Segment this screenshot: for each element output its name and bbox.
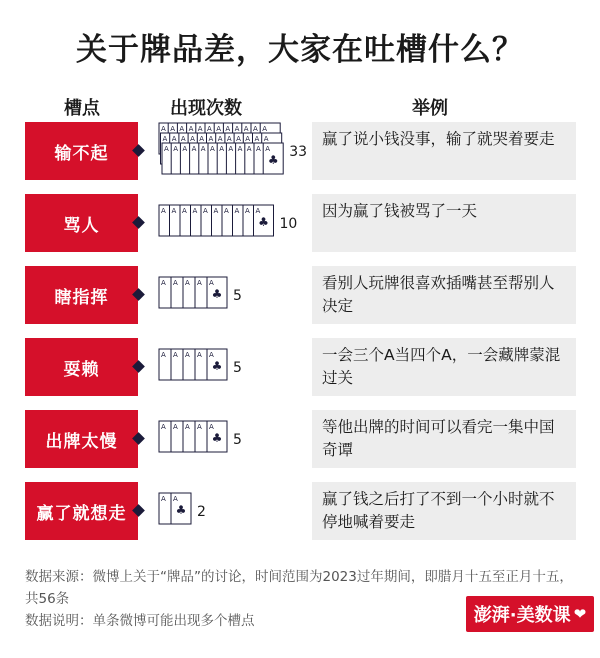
svg-text:A: A [182,207,187,215]
svg-text:A: A [253,125,258,133]
svg-text:A: A [161,207,166,215]
club-suit-icon: ♣ [258,215,269,229]
svg-text:A: A [256,145,261,153]
svg-text:A: A [203,207,208,215]
svg-text:A: A [161,423,166,431]
svg-text:A: A [197,351,202,359]
brand-logo [466,596,594,632]
table-row [0,122,600,182]
table-row [0,338,600,398]
svg-text:A: A [161,279,166,287]
svg-text:A: A [262,125,267,133]
table-row [0,410,600,470]
example-text: 因为赢了钱被骂了一天 [312,194,576,252]
count-value: 10 [279,216,298,232]
count-value: 5 [233,360,242,376]
svg-text:A: A [162,135,168,143]
example-text: 赢了说小钱没事，输了就哭着要走 [312,122,576,180]
category-label: 瞎指挥 [25,266,138,324]
svg-text:A: A [209,351,214,359]
svg-text:A: A [182,145,188,153]
svg-text:A: A [171,207,177,215]
count-value: 2 [197,504,206,520]
svg-text:A: A [226,135,232,143]
svg-text:A: A [192,207,198,215]
page-title: 关于牌品差，大家在吐槽什么？ [76,32,524,68]
svg-text:A: A [225,125,231,133]
svg-text:A: A [245,207,250,215]
svg-text:A: A [179,125,185,133]
count-value: 5 [233,288,242,304]
table-row [0,482,600,542]
logo-text: 澎湃·美数课 [473,605,571,626]
svg-text:A: A [171,135,177,143]
club-suit-icon: ♣ [211,431,223,445]
svg-text:A: A [191,145,197,153]
svg-text:A: A [197,125,203,133]
club-suit-icon: ♣ [267,153,279,167]
svg-text:A: A [219,145,224,153]
data-source-note: 数据来源：微博上关于“牌品”的讨论，时间范围为2023过年期间，即腊月十五至正月十五，共56条 [25,569,573,607]
svg-text:A: A [161,125,166,133]
svg-text:A: A [170,125,175,133]
example-text: 一会三个A当四个A，一会藏牌蒙混过关 [312,338,576,396]
category-label: 赢了就想走 [25,482,138,540]
svg-text:A: A [173,351,178,359]
svg-text:A: A [161,351,166,359]
svg-text:A: A [209,279,214,287]
svg-text:A: A [224,207,229,215]
svg-text:A: A [228,145,234,153]
category-label: 骂人 [25,194,138,252]
svg-text:A: A [210,145,215,153]
header-example: 举例 [412,98,448,119]
club-suit-icon: ♣ [211,359,223,373]
svg-text:A: A [173,423,178,431]
card-stack [158,122,308,184]
svg-text:A: A [185,423,190,431]
svg-text:A: A [237,145,243,153]
example-text: 赢了钱之后打了不到一个小时就不停地喊着要走 [312,482,576,540]
svg-text:A: A [263,135,269,143]
svg-text:A: A [217,135,223,143]
count-value: 5 [233,432,242,448]
svg-text:A: A [245,135,251,143]
svg-text:A: A [188,125,194,133]
club-suit-icon: ♣ [211,287,223,301]
svg-text:A: A [190,135,195,143]
category-label: 耍赖 [25,338,138,396]
svg-text:A: A [199,135,205,143]
svg-text:A: A [185,279,190,287]
svg-text:A: A [161,495,166,503]
svg-text:A: A [246,145,252,153]
svg-text:A: A [173,279,178,287]
svg-text:A: A [197,279,202,287]
table-row [0,194,600,254]
data-explanation-note: 数据说明：单条微博可能出现多个槽点 [25,613,255,629]
svg-text:A: A [255,207,261,215]
svg-text:A: A [197,423,202,431]
svg-text:A: A [173,495,178,503]
svg-text:A: A [254,135,260,143]
category-label: 输不起 [25,122,138,180]
header-category: 槽点 [64,98,100,119]
svg-text:A: A [234,207,240,215]
svg-text:A: A [200,145,206,153]
header-count: 出现次数 [170,98,242,119]
card-stack [158,482,308,544]
category-label: 出牌太慢 [25,410,138,468]
svg-text:A: A [208,135,214,143]
svg-text:A: A [207,125,212,133]
example-text: 等他出牌的时间可以看完一集中国奇谭 [312,410,576,468]
svg-text:A: A [164,145,169,153]
svg-text:A: A [213,207,219,215]
count-value: 33 [289,144,308,160]
svg-text:A: A [185,351,190,359]
svg-text:A: A [265,145,270,153]
table-row [0,266,600,326]
svg-text:A: A [234,125,240,133]
svg-text:A: A [236,135,241,143]
svg-text:A: A [243,125,249,133]
club-suit-icon: ♣ [175,503,187,517]
example-text: 看别人玩牌很喜欢插嘴甚至帮别人决定 [312,266,576,324]
svg-text:A: A [180,135,186,143]
svg-text:A: A [173,145,178,153]
svg-text:A: A [209,423,214,431]
svg-text:A: A [216,125,221,133]
heart-icon: ❤ [573,605,587,623]
